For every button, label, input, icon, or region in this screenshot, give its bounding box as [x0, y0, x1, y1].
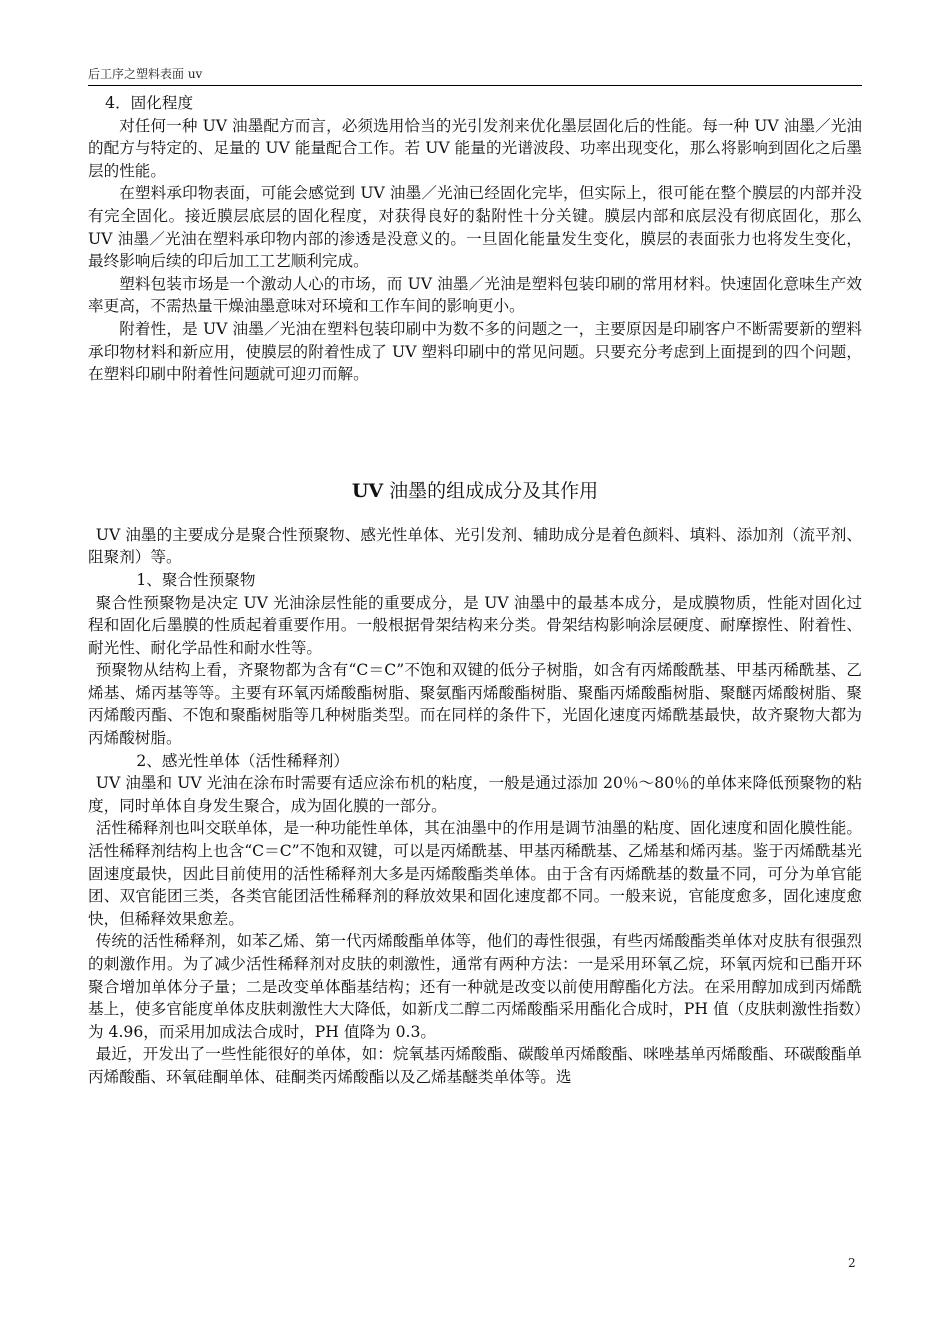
page-body	[88, 92, 862, 1089]
section-title-rest: 油墨的组成成分及其作用	[383, 479, 599, 502]
paragraph: 附着性，是 UV 油墨／光油在塑料包装印刷中为数不多的问题之一，主要原因是印刷客户不断需要新的塑料承印物材料和新应用，使膜层的附着性成了 UV 塑料印刷中的常见问题。只要充分考虑到上面提到的四个问题，在塑料印刷中附着性问题就可迎刃而解。	[88, 319, 862, 384]
subheading-monomer: 2、感光性单体（活性稀释剂）	[136, 751, 349, 770]
page-number: 2	[848, 1256, 856, 1270]
paragraph: 预聚物从结构上看，齐聚物都为含有“C＝C”不饱和双键的低分子树脂，如含有丙烯酸酰基、甲基丙稀酰基、乙烯基、烯丙基等等。主要有环氧丙烯酸酯树脂、聚氨酯丙烯酸酯树脂、聚酯丙烯酸酯树脂、聚醚丙烯酸树脂、聚丙烯酸丙酯、不饱和聚酯树脂等几种树脂类型。而在同样的条件下，光固化速度丙烯酰基最快，故齐聚物大都为丙烯酸树脂。	[88, 661, 862, 748]
paragraph: 在塑料承印物表面，可能会感觉到 UV 油墨／光油已经固化完毕，但实际上，很可能在整个膜层的内部并没有完全固化。接近膜层底层的固化程度，对获得良好的黏附性十分关键。膜层内部和底层没有彻底固化，那么 UV 油墨／光油在塑料承印物内部的渗透是没意义的。一旦固化能量发生变化，膜层的表面张力也将发生变化，最终影响后续的印后加工工艺顺利完成。	[88, 184, 862, 271]
paragraph: UV 油墨和 UV 光油在涂布时需要有适应涂布机的粘度，一般是通过添加 20％～80％的单体来降低预聚物的粘度，同时单体自身发生聚合，成为固化膜的一部分。	[88, 774, 862, 815]
paragraph-intro: UV 油墨的主要成分是聚合性预聚物、感光性单体、光引发剂、辅助成分是着色颜料、填料、添加剂（流平剂、阻聚剂）等。	[88, 525, 862, 567]
section-title-prefix: UV	[351, 479, 384, 502]
paragraph: 最近，开发出了一些性能很好的单体，如：烷氧基丙烯酸酯、碳酸单丙烯酸酯、咪唑基单丙烯酸酯、环碳酸酯单丙烯酸酯、环氧硅酮单体、硅酮类丙烯酸酯以及乙烯基醚类单体等。选	[88, 1045, 862, 1086]
paragraph: 活性稀释剂也叫交联单体，是一种功能性单体，其在油墨中的作用是调节油墨的粘度、固化速度和固化膜性能。活性稀释剂结构上也含“C＝C”不饱和双键，可以是丙烯酰基、甲基丙稀酰基、乙烯基和烯丙基。鉴于丙烯酰基光固速度最快，因此目前使用的活性稀释剂大多是丙烯酸酯类单体。由于含有丙烯酰基的数量不同，可分为单官能团、双官能团三类，各类官能团活性稀释剂的释放效果和固化速度都不同。一般来说，官能度愈多，固化速度愈快，但稀释效果愈差。	[88, 819, 862, 928]
running-header: 后工序之塑料表面 uv	[88, 66, 862, 86]
paragraph: 聚合性预聚物是决定 UV 光油涂层性能的重要成分，是 UV 油墨中的最基本成分，是成膜物质，性能对固化过程和固化后墨膜的性质起着重要作用。一般根据骨架结构来分类。骨架结构影响涂层硬度、耐摩擦性、附着性、耐光性、耐化学品性和耐水性等。	[88, 593, 862, 657]
paragraph: 塑料包装市场是一个激动人心的市场，而 UV 油墨／光油是塑料包装印刷的常用材料。快速固化意味生产效率更高，不需热量干燥油墨意味对环境和工作车间的影响更小。	[88, 274, 862, 316]
subheading-prepolymer: 1、聚合性预聚物	[136, 570, 256, 589]
section-title	[88, 478, 862, 504]
section-heading-curing-degree: 4．固化程度	[105, 94, 194, 112]
paragraph: 传统的活性稀释剂，如苯乙烯、第一代丙烯酸酯单体等，他们的毒性很强，有些丙烯酸酯类单体对皮肤有很强烈的刺激作用。为了减少活性稀释剂对皮肤的刺激性，通常有两种方法：一是采用环氧乙烷，环氧丙烷和已酯开环聚合增加单体分子量；二是改变单体酯基结构；还有一种就是改变以前使用醇酯化方法。在采用醇加成到丙烯酰基上，使多官能度单体皮肤刺激性大大降低，如新戊二醇二丙烯酸酯采用酯化合成时，PH 值（皮肤刺激性指数）为 4.96，而采用加成法合成时，PH 值降为 0.3。	[88, 932, 862, 1041]
paragraph: 对任何一种 UV 油墨配方而言，必须选用恰当的光引发剂来优化墨层固化后的性能。每一种 UV 油墨／光油的配方与特定的、足量的 UV 能量配合工作。若 UV 能量的光谱波段、功率出现变化，那么将影响到固化之后墨层的性能。	[88, 116, 862, 180]
